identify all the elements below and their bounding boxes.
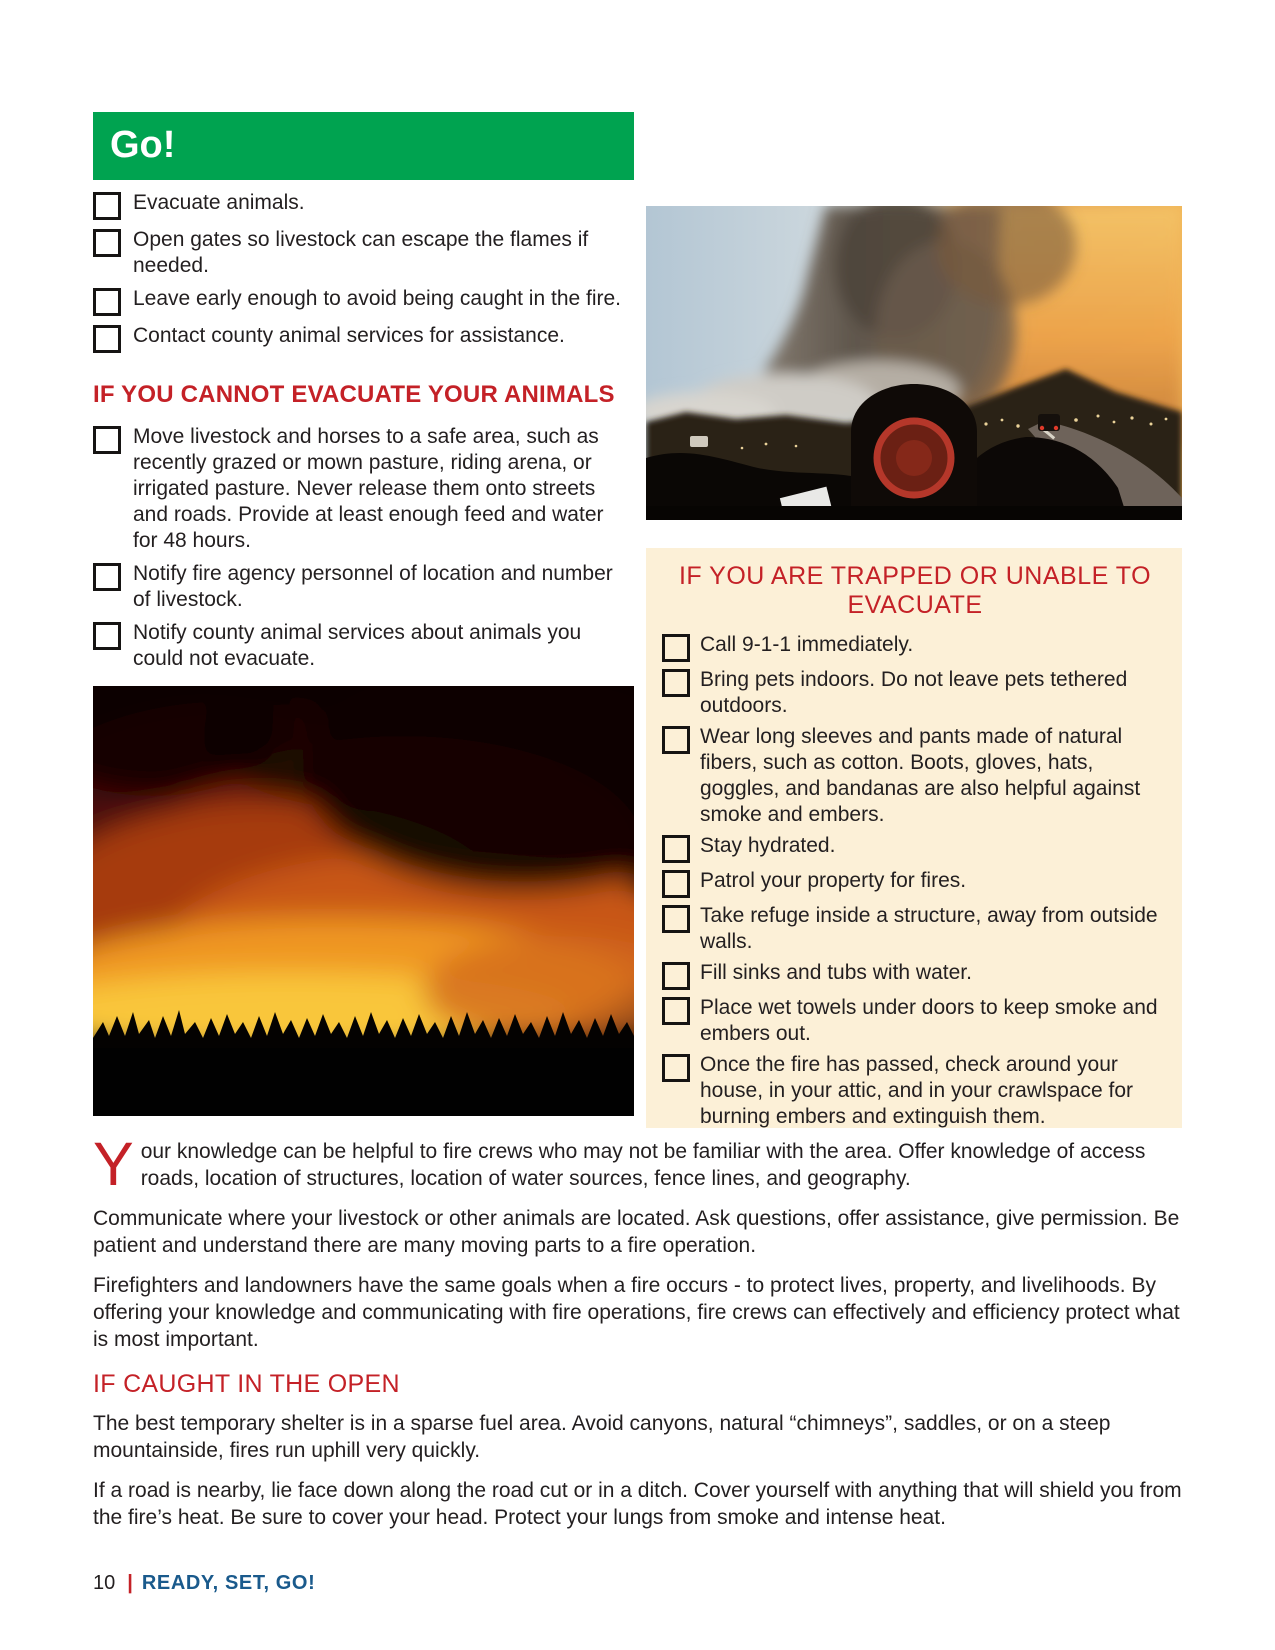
wildfire-smoke-plume-photo [646, 206, 1182, 520]
checkbox[interactable] [93, 288, 121, 316]
checkbox[interactable] [662, 962, 690, 990]
page-footer [93, 1572, 315, 1595]
checklist-item [662, 724, 1168, 828]
checklist-item [662, 1052, 1168, 1130]
paragraph-road: If a road is nearby, lie face down along the road cut or in a ditch. Cover yourself with anything that will shield you from the fire’s heat. Be sure to cover your head. Protect your lungs from smoke and intense heat. [93, 1479, 1182, 1529]
paragraph-knowledge [93, 1130, 1185, 1198]
checkbox[interactable] [93, 426, 121, 454]
heading-if-caught-in-open: IF CAUGHT IN THE OPEN [93, 1370, 400, 1398]
checkbox[interactable] [662, 835, 690, 863]
checklist-item [93, 561, 634, 613]
checkbox[interactable] [93, 325, 121, 353]
checklist-item [662, 995, 1168, 1047]
checklist-item [93, 190, 634, 220]
checkbox[interactable] [662, 1054, 690, 1082]
checkbox[interactable] [662, 726, 690, 754]
checklist-item [662, 868, 1168, 898]
checklist-item-label: Notify county animal services about animals you could not evacuate. [133, 621, 582, 670]
checklist-item-label: Fill sinks and tubs with water. [700, 961, 972, 984]
checkbox[interactable] [662, 905, 690, 933]
checklist-item [93, 424, 634, 554]
checklist-item-label: Take refuge inside a structure, away from outside walls. [700, 904, 1158, 953]
checklist-item [662, 667, 1168, 719]
checklist-item-label: Call 9-1-1 immediately. [700, 633, 914, 656]
paragraph-communicate: Communicate where your livestock or other animals are located. Ask questions, offer assistance, give permission. Be patient and understand there are many moving parts to a fire operation. [93, 1207, 1180, 1257]
checklist-item [93, 227, 634, 279]
footer-separator: | [127, 1572, 133, 1594]
checklist-item-label: Contact county animal services for assistance. [133, 324, 565, 347]
checkbox[interactable] [93, 622, 121, 650]
checklist-item-label: Bring pets indoors. Do not leave pets tethered outdoors. [700, 668, 1128, 717]
checkbox[interactable] [93, 563, 121, 591]
checkbox[interactable] [662, 669, 690, 697]
paragraph-firefighters: Firefighters and landowners have the same goals when a fire occurs - to protect lives, property, and livelihoods. By offering your knowledge and communicating with fire operations, fire crews can effectively and efficiency protect what is most important. [93, 1274, 1180, 1351]
checklist-item-label: Wear long sleeves and pants made of natural fibers, such as cotton. Boots, gloves, hats, goggles, and bandanas are also helpful against smoke and embers. [700, 725, 1141, 826]
drop-cap: Y [93, 1130, 134, 1198]
checklist-item-label: Notify fire agency personnel of location and number of livestock. [133, 562, 613, 611]
checklist-item [93, 620, 634, 672]
evacuation-checklist [93, 190, 634, 360]
paragraph-shelter: The best temporary shelter is in a sparse fuel area. Avoid canyons, natural “chimneys”, saddles, or on a steep mountainside, fires run uphill very quickly. [93, 1412, 1111, 1462]
page-number: 10 [93, 1572, 116, 1594]
night-wildfire-photo [93, 686, 634, 1116]
trapped-callout-box [646, 548, 1182, 1128]
checklist-item [662, 833, 1168, 863]
checklist-item-label: Move livestock and horses to a safe area, such as recently grazed or mown pasture, riding arena, or irrigated pasture. Never release them onto streets and roads. Provide at least enough feed and water for 48 hours. [133, 425, 604, 552]
checklist-item-label: Stay hydrated. [700, 834, 836, 857]
checklist-item [662, 960, 1168, 990]
checklist-item [662, 903, 1168, 955]
cannot-evacuate-checklist [93, 424, 634, 679]
checklist-item-label: Place wet towels under doors to keep smoke and embers out. [700, 996, 1158, 1045]
body-text-section [93, 1130, 1185, 1544]
checkbox[interactable] [662, 870, 690, 898]
checkbox[interactable] [662, 997, 690, 1025]
checkbox[interactable] [93, 229, 121, 257]
checklist-item [662, 632, 1168, 662]
checklist-item-label: Once the fire has passed, check around your house, in your attic, and in your crawlspace for burning embers and extinguish them. [700, 1053, 1134, 1128]
checklist-item [93, 286, 634, 316]
heading-cannot-evacuate-animals: IF YOU CANNOT EVACUATE YOUR ANIMALS [93, 381, 615, 408]
checklist-item-label: Evacuate animals. [133, 191, 305, 214]
checklist-item-label: Open gates so livestock can escape the flames if needed. [133, 228, 589, 277]
checklist-item [93, 323, 634, 353]
go-banner-title: Go! [110, 124, 176, 166]
go-section-banner [93, 112, 634, 180]
checkbox[interactable] [662, 634, 690, 662]
trapped-box-heading: IF YOU ARE TRAPPED OR UNABLE TO EVACUATE [678, 562, 1152, 619]
footer-document-title: READY, SET, GO! [141, 1572, 316, 1594]
checklist-item-label: Leave early enough to avoid being caught in the fire. [133, 287, 622, 310]
checkbox[interactable] [93, 192, 121, 220]
paragraph-text: our knowledge can be helpful to fire crews who may not be familiar with the area. Offer knowledge of access roads, location of structures, location of water sources, fence lines, and geography. [140, 1140, 1146, 1190]
checklist-item-label: Patrol your property for fires. [700, 869, 967, 892]
